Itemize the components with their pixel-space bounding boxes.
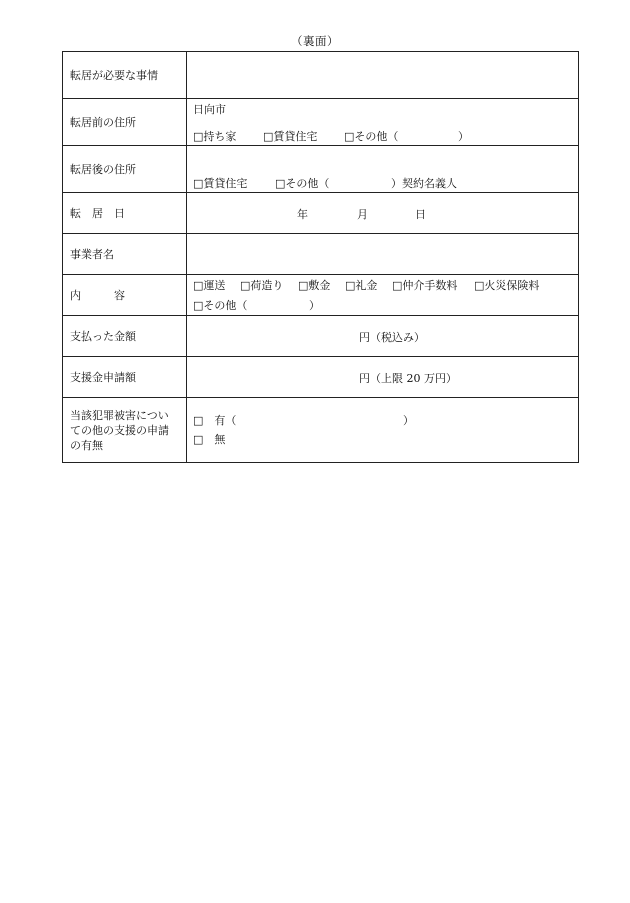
contract-holder-label: ）契約名義人	[391, 177, 457, 190]
field-move-date[interactable]	[187, 193, 579, 234]
checkbox-deposit[interactable]: □敷金	[298, 279, 331, 292]
row-business-name	[63, 234, 579, 275]
page-heading: （裏面）	[291, 34, 339, 48]
checkbox-owned-house[interactable]: □持ち家	[193, 130, 237, 143]
checkbox-fire-insurance[interactable]: □火災保険料	[474, 279, 540, 292]
support-amount-unit: 円（上限 20 万円）	[359, 372, 457, 385]
checkbox-packing[interactable]: □荷造り	[240, 279, 284, 292]
label-support-amount: 支援金申請額	[63, 357, 187, 398]
row-prev-address	[63, 99, 579, 146]
checkbox-new-other[interactable]: □その他（	[275, 177, 330, 190]
label-reason: 転居が必要な事情	[63, 52, 187, 99]
day-label: 日	[415, 208, 426, 221]
label-other-support-line-3: の有無	[70, 438, 103, 452]
checkbox-key-money[interactable]: □礼金	[345, 279, 378, 292]
other-close-paren: ）	[458, 130, 469, 143]
row-new-address	[63, 146, 579, 193]
checkbox-contents-other[interactable]: □その他（	[193, 299, 248, 312]
checkbox-new-rental[interactable]: □賃貸住宅	[193, 177, 248, 190]
row-contents	[63, 275, 579, 316]
label-prev-address: 転居前の住所	[63, 99, 187, 146]
field-other-support	[187, 398, 579, 463]
checkbox-brokerage-fee[interactable]: □仲介手数料	[392, 279, 458, 292]
checkbox-other[interactable]: □その他（	[344, 130, 399, 143]
contents-other-close-paren: ）	[309, 299, 320, 312]
amount-paid-unit: 円（税込み）	[359, 331, 425, 344]
row-other-support	[63, 398, 579, 463]
field-amount-paid[interactable]	[187, 316, 579, 357]
label-other-support	[63, 398, 187, 463]
checkbox-support-no[interactable]: □ 無	[193, 433, 226, 446]
label-move-date: 転 居 日	[63, 193, 187, 234]
application-form-table	[62, 51, 579, 463]
row-amount-paid	[63, 316, 579, 357]
label-business-name: 事業者名	[63, 234, 187, 275]
row-move-date	[63, 193, 579, 234]
checkbox-transport[interactable]: □運送	[193, 279, 226, 292]
field-reason[interactable]	[187, 52, 579, 99]
label-new-address: 転居後の住所	[63, 146, 187, 193]
label-contents: 内 容	[63, 275, 187, 316]
checkbox-rental-housing[interactable]: □賃貸住宅	[263, 130, 318, 143]
month-label: 月	[357, 208, 368, 221]
row-reason	[63, 52, 579, 99]
label-other-support-line-1: 当該犯罪被害につい	[70, 408, 169, 422]
field-business-name[interactable]	[187, 234, 579, 275]
label-other-support-line-2: ての他の支援の申請	[70, 423, 169, 437]
field-prev-address[interactable]	[187, 99, 579, 146]
year-label: 年	[297, 208, 308, 221]
checkbox-support-yes[interactable]: □ 有（	[193, 414, 237, 427]
row-support-amount	[63, 357, 579, 398]
prev-address-city: 日向市	[193, 103, 226, 116]
field-contents	[187, 275, 579, 316]
field-support-amount[interactable]	[187, 357, 579, 398]
support-yes-close-paren: ）	[403, 414, 414, 427]
label-amount-paid: 支払った金額	[63, 316, 187, 357]
field-new-address[interactable]	[187, 146, 579, 193]
